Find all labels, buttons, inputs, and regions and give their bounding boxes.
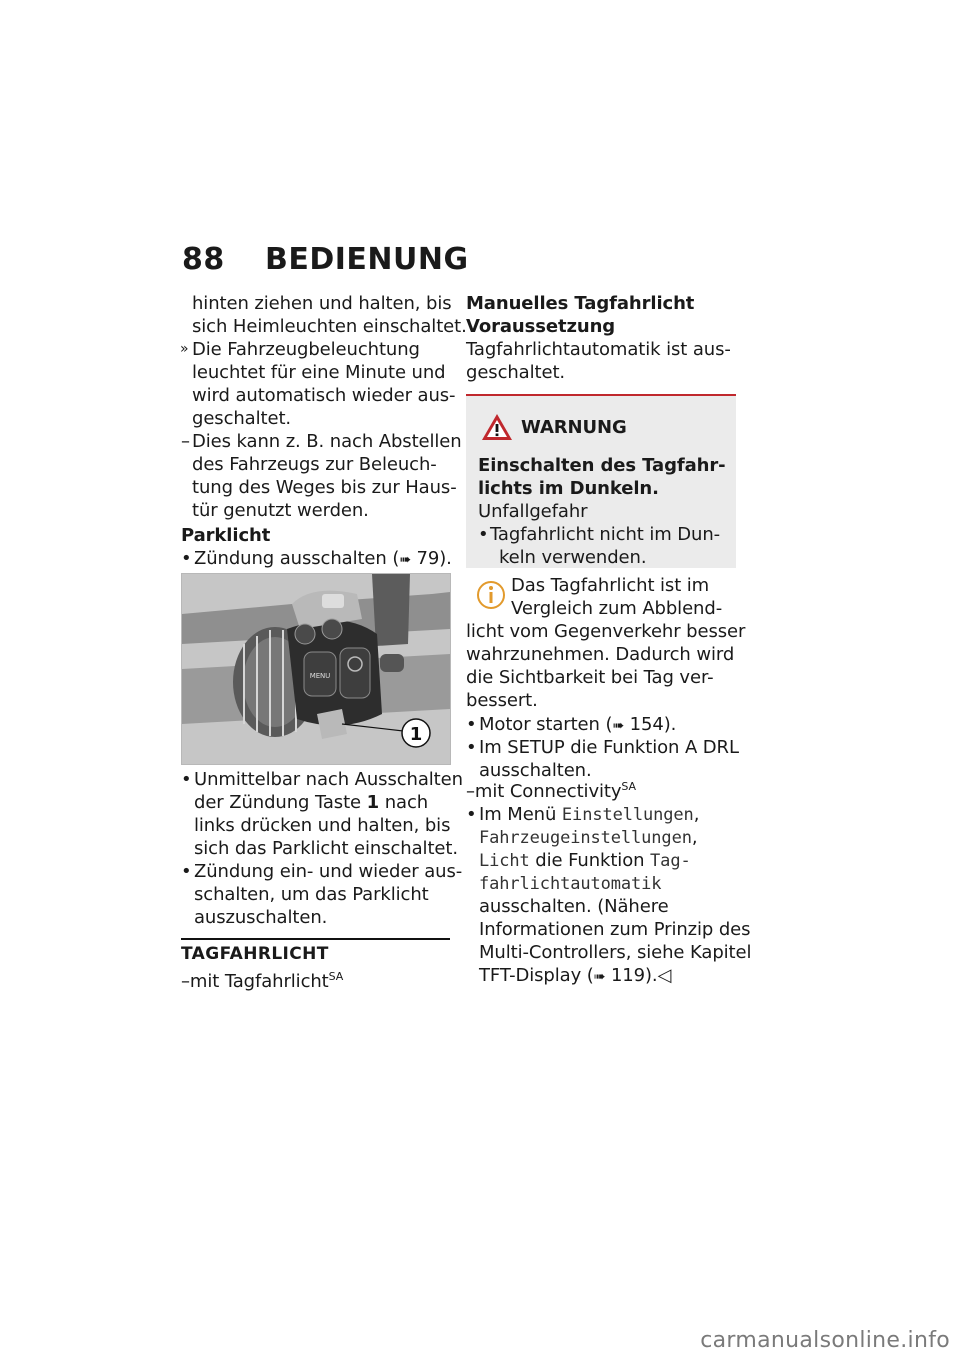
parklicht-heading: Parklicht [181, 525, 271, 546]
step3-line: schalten, um das Parklicht [194, 884, 429, 905]
info-line: die Sichtbarkeit bei Tag ver- [466, 667, 714, 688]
menu-function-part: Tag- [650, 851, 691, 871]
warning-subtitle: Unfallgefahr [478, 501, 588, 522]
page-ref[interactable]: 154 [629, 714, 664, 735]
page-ref-arrow-icon: ➠ [399, 552, 411, 568]
step-close: ). [439, 548, 452, 569]
bullet-dot: • [181, 861, 192, 882]
menu-step-line [479, 803, 699, 827]
option-text: mit Tagfahrlicht [189, 971, 329, 992]
step2-line: Unmittelbar nach Ausschalten [194, 769, 463, 790]
menu-step-line [479, 826, 697, 850]
bullet-dot: • [466, 714, 477, 735]
page-ref[interactable]: 79 [416, 548, 440, 569]
menu-comma: , [691, 827, 698, 848]
info-line: wahrzunehmen. Dadurch wird [466, 644, 735, 665]
menu-step-mid: die Funktion [529, 850, 651, 871]
step2-line: sich das Parklicht einschaltet. [194, 838, 458, 859]
step2-line: links drücken und halten, bis [194, 815, 451, 836]
bullet-dot: • [466, 737, 477, 758]
dash-marker: – [181, 971, 190, 992]
step3-line: auszuschalten. [194, 907, 328, 928]
intro-line: hinten ziehen und halten, bis [192, 293, 452, 314]
intro-line: sich Heimleuchten einschaltet. [192, 316, 467, 337]
info-icon [476, 578, 506, 612]
parklicht-step [194, 547, 452, 572]
menu-comma: , [693, 804, 700, 825]
page-number: 88 [182, 242, 225, 277]
step3-line: Zündung ein- und wieder aus- [194, 861, 463, 882]
tagfahrlicht-heading: TAGFAHRLICHT [181, 944, 329, 964]
section-title: BEDIENUNG [265, 242, 469, 277]
page-ref[interactable]: 119 [610, 965, 645, 986]
menu-step-line: Informationen zum Prinzip des [479, 919, 751, 940]
menu-step-prefix: Im Menü [479, 804, 562, 825]
warning-triangle-icon [480, 412, 514, 442]
result-line: Die Fahrzeugbeleuchtung [192, 339, 420, 360]
step-text: Motor starten ( [479, 714, 613, 735]
condition-line: geschaltet. [466, 362, 566, 383]
menu-item-settings: Einstellungen [561, 805, 694, 825]
step2-line [194, 791, 428, 814]
bullet-dot: • [181, 769, 192, 790]
menu-step-line [479, 964, 671, 989]
dash-line: des Fahrzeugs zur Beleuch- [192, 454, 437, 475]
step-text: Zündung ausschalten ( [194, 548, 400, 569]
menu-item-light: Licht [479, 851, 530, 871]
end-mark-icon: ◁ [657, 965, 672, 986]
menu-function-part: fahrlichtautomatik [479, 874, 662, 894]
warning-title: lichts im Dunkeln. [478, 478, 659, 499]
figure-callout: 1 [409, 724, 423, 745]
warning-bullet: Tagfahrlicht nicht im Dun- [490, 524, 721, 545]
result-line: geschaltet. [192, 408, 292, 429]
menu-step-text: ). [645, 965, 658, 986]
dash-marker: – [181, 431, 190, 452]
footer-watermark[interactable]: carmanualsonline.info [700, 1328, 950, 1353]
step-close: ). [663, 714, 677, 735]
menu-step-line [479, 872, 661, 896]
button-ref: 1 [366, 792, 380, 813]
page-ref-arrow-icon: ➠ [593, 969, 606, 985]
dash-line: tür genutzt werden. [192, 500, 369, 521]
warning-box [466, 394, 736, 568]
info-line: licht vom Gegenverkehr besser [466, 621, 746, 642]
menu-button-label: MENU [309, 672, 331, 680]
info-line: Vergleich zum Abblend- [511, 598, 723, 619]
dash-line: tung des Weges bis zur Haus- [192, 477, 457, 498]
step2-text: nach [379, 792, 429, 813]
setup-step: Im SETUP die Funktion A DRL [479, 737, 739, 758]
warning-label: WARNUNG [521, 417, 627, 438]
handlebar-switch-figure [181, 573, 451, 765]
option-sup: SA [621, 780, 636, 793]
result-marker: » [180, 341, 189, 357]
bullet-dot: • [466, 804, 477, 825]
bullet-dot: • [478, 524, 489, 545]
dash-marker: – [466, 781, 475, 802]
info-line: Das Tagfahrlicht ist im [511, 575, 710, 596]
page-ref-arrow-icon: ➠ [612, 718, 625, 734]
warning-title: Einschalten des Tagfahr- [478, 455, 726, 476]
warning-bullet: keln verwenden. [499, 547, 647, 568]
menu-step-line: Multi-Controllers, siehe Kapitel [479, 942, 752, 963]
prerequisite-heading: Voraussetzung [466, 316, 616, 337]
option-line [181, 970, 343, 995]
info-line: bessert. [466, 690, 538, 711]
condition-line: Tagfahrlichtautomatik ist aus- [466, 339, 731, 360]
motor-step [479, 713, 676, 738]
result-line: leuchtet für eine Minute und [192, 362, 446, 383]
option-text: mit Connectivity [474, 781, 622, 802]
option-line [466, 780, 636, 805]
menu-step-text: TFT-Display ( [479, 965, 594, 986]
section-divider [181, 938, 450, 940]
menu-step-line: ausschalten. (Nähere [479, 896, 669, 917]
option-sup: SA [328, 970, 344, 983]
menu-item-vehicle-settings: Fahrzeugeinstellungen [479, 828, 692, 848]
dash-line: Dies kann z. B. nach Abstellen [192, 431, 462, 452]
result-line: wird automatisch wieder aus- [192, 385, 456, 406]
setup-step: ausschalten. [479, 760, 592, 781]
step2-text: der Zündung Taste [194, 792, 367, 813]
bullet-dot: • [181, 548, 192, 569]
menu-step-line [479, 849, 691, 873]
handlebar-switch-illustration [182, 574, 450, 764]
manual-drl-heading: Manuelles Tagfahrlicht [466, 293, 695, 314]
